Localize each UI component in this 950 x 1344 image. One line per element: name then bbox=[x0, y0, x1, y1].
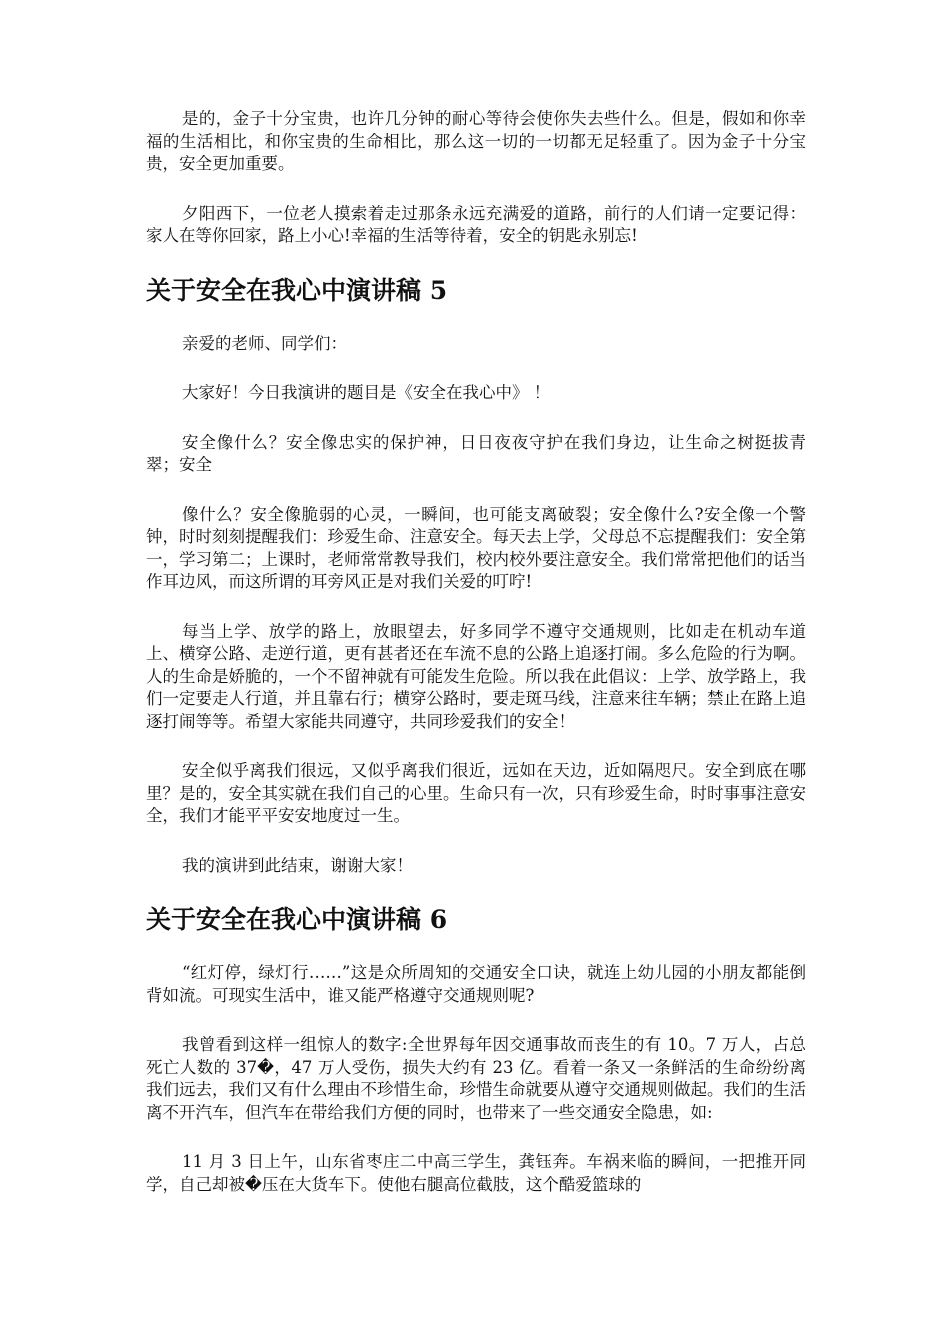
paragraph: “红灯停，绿灯行……”这是众所周知的交通安全口诀，就连上幼儿园的小朋友都能倒背如流。可现实生活中，谁又能严格遵守交通规则呢? bbox=[146, 963, 806, 1005]
paragraph: 我曾看到这样一组惊人的数字:全世界每年因交通事故而丧生的有 10。7 万人，占总死亡人数的 37�，47 万人受伤，损失大约有 23 亿。看着一条又一条鲜活的生命纷纷离我们远去，我们又有什么理由不珍惜生命，珍惜生命就要从遵守交通规则做起。我们的生活离不开汽车，但汽车在带给我们方便的同时，也带来了一些交通安全隐患，如: bbox=[146, 1035, 806, 1122]
paragraph: 大家好！今日我演讲的题目是《安全在我心中》 ！ bbox=[182, 383, 551, 402]
paragraph: 像什么？安全像脆弱的心灵，一瞬间，也可能支离破裂；安全像什么?安全像一个警钟，时时刻刻提醒我们：珍爱生命、注意安全。每天去上学，父母总不忘提醒我们：安全第一，学习第二；上课时，老师常常教导我们，校内校外要注意安全。我们常常把他们的话当作耳边风，而这所谓的耳旁风正是对我们关爱的叮咛! bbox=[146, 504, 806, 591]
paragraph: 亲爱的老师、同学们： bbox=[182, 333, 347, 353]
paragraph: 是的，金子十分宝贵，也许几分钟的耐心等待会使你失去些什么。但是，假如和你幸福的生活相比，和你宝贵的生命相比，那么这一切的一切都无足轻重了。因为金子十分宝贵，安全更加重要。 bbox=[146, 109, 806, 173]
paragraph: 我的演讲到此结束，谢谢大家！ bbox=[182, 855, 413, 875]
section-heading: 关于安全在我心中演讲稿 6 bbox=[146, 905, 448, 934]
section-heading: 关于安全在我心中演讲稿 5 bbox=[146, 275, 448, 305]
paragraph: 夕阳西下，一位老人摸索着走过那条永远充满爱的道路，前行的人们请一定要记得：家人在等你回家，路上小心!幸福的生活等待着，安全的钥匙永别忘! bbox=[146, 203, 806, 245]
paragraph: 每当上学、放学的路上，放眼望去，好多同学不遵守交通规则，比如走在机动车道上、横穿公路、走逆行道，更有甚者还在车流不息的公路上追逐打闹。多么危险的行为啊。人的生命是娇脆的，一个不留神就有可能发生危险。所以我在此倡议：上学、放学路上，我们一定要走人行道，并且靠右行；横穿公路时，要走斑马线，注意来往车辆；禁止在路上追逐打闹等等。希望大家能共同遵守，共同珍爱我们的安全！ bbox=[146, 621, 806, 731]
paragraph: 安全似乎离我们很远，又似乎离我们很近，远如在天边，近如隔咫尺。安全到底在哪里？是的，安全其实就在我们自己的心里。生命只有一次，只有珍爱生命，时时事事注意安全，我们才能平平安安地度过一生。 bbox=[146, 761, 806, 825]
paragraph: 11 月 3 日上午，山东省枣庄二中高三学生，龚钰奔。车祸来临的瞬间，一把推开同学，自己却被�压在大货车下。使他右腿高位截肢，这个酷爱篮球的 bbox=[146, 1152, 806, 1194]
paragraph: 安全像什么？安全像忠实的保护神，日日夜夜守护在我们身边，让生命之树挺拔青翠；安全 bbox=[146, 432, 806, 474]
document-body bbox=[146, 108, 806, 1223]
